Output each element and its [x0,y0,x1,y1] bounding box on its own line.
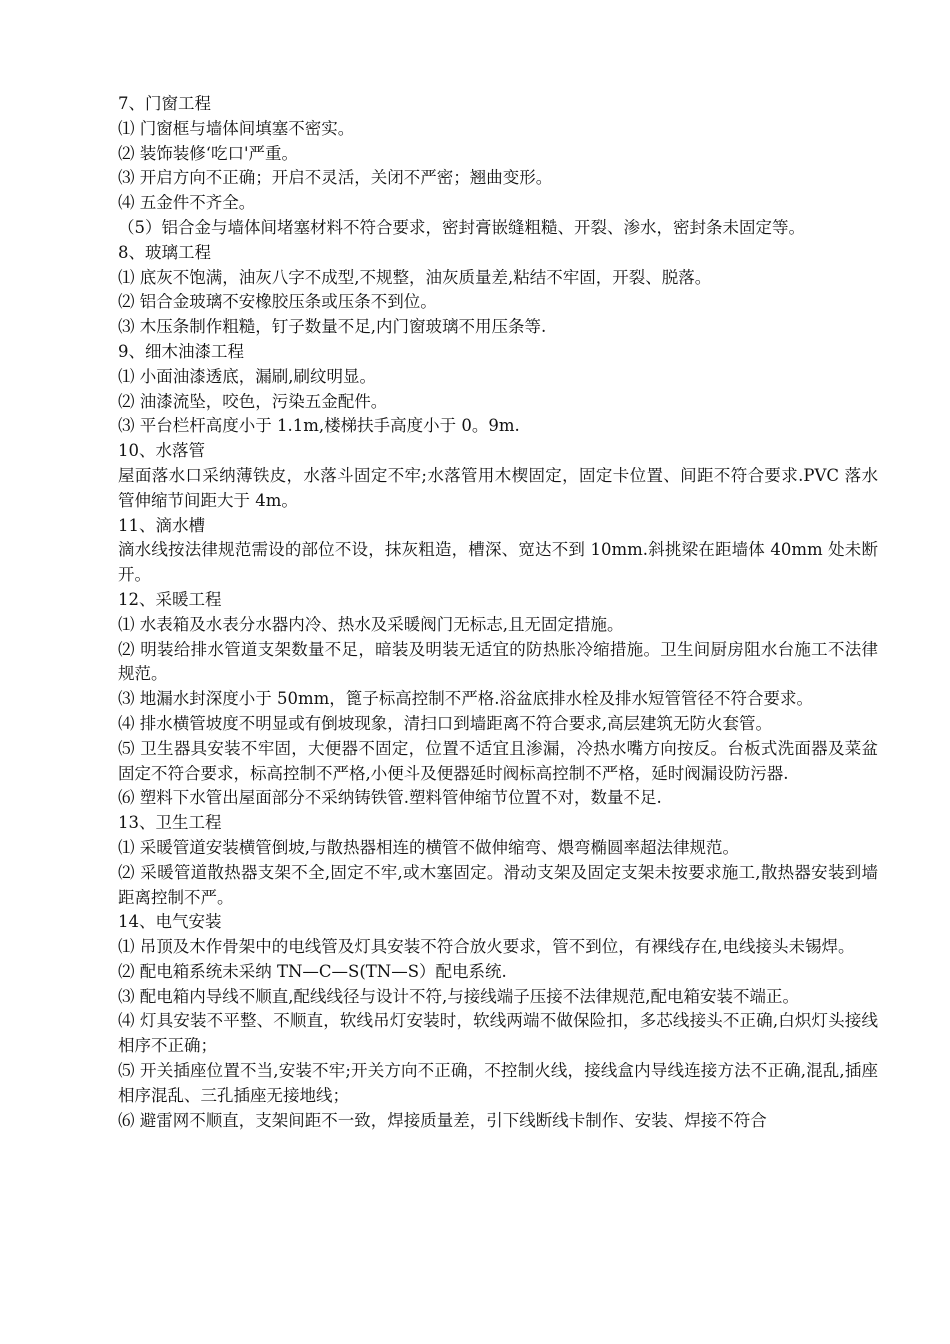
list-item: ⑴ 小面油漆透底，漏刷,刷纹明显。 [118,366,376,386]
list-item: ⑴ 采暖管道安装横管倒坡,与散热器相连的横管不做伸缩弯、煨弯椭圆率超法律规范。 [118,837,739,857]
list-item: （5）铝合金与墙体间堵塞材料不符合要求，密封膏嵌缝粗糙、开裂、渗水，密封条未固定等。 [118,217,805,237]
section-heading-doors-windows: 7、门窗工程 [118,94,211,113]
list-item: ⑸ 卫生器具安装不牢固，大便器不固定，位置不适宜且渗漏，冷热水嘴方向按反。台板式洗面器及菜盆固定不符合要求，标高控制不严格,小便斗及便器延时阀标高控制不严格，延时阀漏设防污器. [118,738,878,783]
section-heading-sanitary: 13、卫生工程 [118,813,222,833]
section-heading-glass: 8、玻璃工程 [118,242,211,262]
list-item: ⑴ 门窗框与墙体间填塞不密实。 [118,118,355,138]
list-item: ⑵ 油漆流坠，咬色，污染五金配件。 [118,391,388,411]
section-heading-downpipe: 10、水落管 [118,441,205,461]
list-item: ⑷ 五金件不齐全。 [118,193,256,213]
list-item: ⑶ 木压条制作粗糙，钉子数量不足,内门窗玻璃不用压条等. [118,317,547,337]
list-item: ⑶ 平台栏杆高度小于 1.1m,楼梯扶手高度小于 0。9m. [118,416,520,436]
list-item: ⑷ 排水横管坡度不明显或有倒坡现象，清扫口到墙距离不符合要求,高层建筑无防火套管。 [118,713,772,733]
list-item: ⑵ 采暖管道散热器支架不全,固定不牢,或木塞固定。滑动支架及固定支架未按要求施工,散热器安装到墙距离控制不严。 [118,862,878,907]
list-item: ⑶ 开启方向不正确；开启不灵活，关闭不严密；翘曲变形。 [118,168,553,188]
section-heading-woodwork-paint: 9、细木油漆工程 [118,341,244,361]
body-paragraph: 屋面落水口采纳薄铁皮，水落斗固定不牢;水落管用木楔固定，固定卡位置、间距不符合要求.PVC 落水管伸缩节间距大于 4m。 [118,465,878,510]
list-item: ⑶ 配电箱内导线不顺直,配线线径与设计不符,与接线端子压接不法律规范,配电箱安装不端正。 [118,986,799,1006]
body-paragraph: 滴水线按法律规范需设的部位不设，抹灰粗造，槽深、宽达不到 10mm.斜挑梁在距墙体 40mm 处未断开。 [118,540,878,585]
section-heading-drip-groove: 11、滴水槽 [118,515,205,535]
list-item: ⑵ 明装给排水管道支架数量不足，暗装及明装无适宜的防热胀冷缩措施。卫生间厨房阻水台施工不法律规范。 [118,639,878,684]
list-item: ⑵ 配电箱系统未采纳 TN—C—S(TN—S）配电系统. [118,961,507,981]
list-item: ⑵ 铝合金玻璃不安橡胶压条或压条不到位。 [118,292,437,312]
section-heading-electrical: 14、电气安装 [118,912,222,932]
list-item: ⑵ 装饰装修‘吃口'严重。 [118,143,299,163]
section-heading-heating: 12、采暖工程 [118,589,222,609]
list-item: ⑴ 吊顶及木作骨架中的电线管及灯具安装不符合放火要求，管不到位，有裸线存在,电线接头未锡焊。 [118,937,855,957]
list-item: ⑴ 水表箱及水表分水器内冷、热水及采暖阀门无标志,且无固定措施。 [118,614,624,634]
document-body [118,92,878,1133]
list-item: ⑶ 地漏水封深度小于 50mm，篦子标高控制不严格.浴盆底排水栓及排水短管管径不符合要求。 [118,689,814,709]
list-item: ⑹ 避雷网不顺直，支架间距不一致，焊接质量差，引下线断线卡制作、安装、焊接不符合 [118,1110,767,1130]
list-item: ⑸ 开关插座位置不当,安装不牢;开关方向不正确，不控制火线，接线盒内导线连接方法不正确,混乱,插座相序混乱、三孔插座无接地线； [118,1061,878,1105]
list-item: ⑷ 灯具安装不平整、不顺直，软线吊灯安装时，软线两端不做保险扣，多芯线接头不正确,白炽灯头接线相序不正确； [118,1011,878,1056]
list-item: ⑴ 底灰不饱满，油灰八字不成型,不规整，油灰质量差,粘结不牢固，开裂、脱落。 [118,267,712,287]
list-item: ⑹ 塑料下水管出屋面部分不采纳铸铁管.塑料管伸缩节位置不对，数量不足. [118,788,662,808]
